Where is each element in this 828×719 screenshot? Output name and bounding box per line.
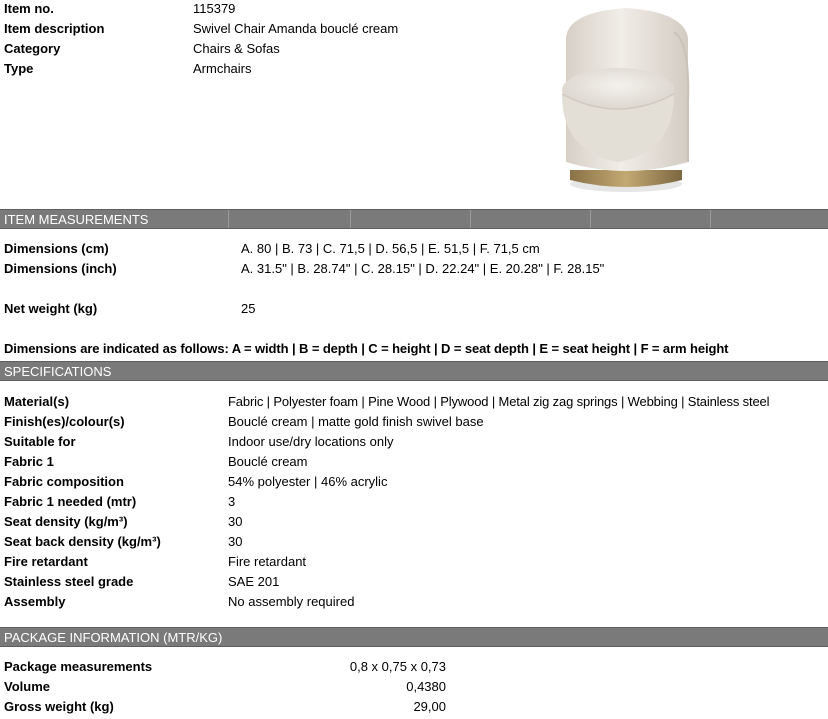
header-value: Chairs & Sofas [193,41,280,56]
row-value: 30 [228,534,243,549]
table-row [0,492,828,512]
section-title: PACKAGE INFORMATION (MTR/KG) [4,630,223,645]
header-value: Swivel Chair Amanda bouclé cream [193,21,399,36]
row-label: Stainless steel grade [4,574,134,589]
table-row [0,512,828,532]
row-value: Fire retardant [228,554,307,569]
row-label: Dimensions (inch) [4,261,117,276]
section-title: SPECIFICATIONS [4,364,112,379]
row-value: Fabric | Polyester foam | Pine Wood | Plywood | Metal zig zag springs | Webbing | Stainless steel [228,394,770,409]
header-row-item-no [0,0,540,19]
table-row [0,472,828,492]
table-row [0,552,828,572]
header-label: Category [4,41,61,56]
table-row [0,432,828,452]
row-label: Fabric 1 needed (mtr) [4,494,137,509]
row-label: Package measurements [4,659,153,674]
header-value: Armchairs [193,61,252,76]
row-label: Volume [4,679,50,694]
section-bar-specifications [0,361,828,381]
row-label: Dimensions (cm) [4,241,109,256]
header-label: Type [4,61,34,76]
row-value: A. 80 | B. 73 | C. 71,5 | D. 56,5 | E. 51,5 | F. 71,5 cm [241,241,540,256]
row-value: Indoor use/dry locations only [228,434,394,449]
row-label: Suitable for [4,434,76,449]
row-value: A. 31.5" | B. 28.74" | C. 28.15" | D. 22.24" | E. 20.28" | F. 28.15" [241,261,605,276]
section-title: ITEM MEASUREMENTS [4,212,149,227]
cell-divider [228,210,229,228]
table-row [0,697,828,717]
table-row [0,532,828,552]
row-label: Net weight (kg) [4,301,98,316]
row-value: 3 [228,494,236,509]
row-value: 29,00 [413,699,446,714]
section-bar-measurements [0,209,828,229]
row-value: Bouclé cream | matte gold finish swivel base [228,414,484,429]
row-value: No assembly required [228,594,355,609]
table-row [0,239,828,259]
row-value: 54% polyester | 46% acrylic [228,474,388,489]
row-value: Bouclé cream [228,454,308,469]
table-row [0,572,828,592]
cell-divider [350,210,351,228]
dimension-note-text: Dimensions are indicated as follows: A = width | B = depth | C = height | D = seat depth | E = seat height | F = arm height [4,341,729,356]
header-row-type [0,59,540,79]
row-value: SAE 201 [228,574,280,589]
row-label: Finish(es)/colour(s) [4,414,125,429]
table-row [0,657,828,677]
row-value: 0,4380 [406,679,446,694]
table-row [0,677,828,697]
row-label: Seat density (kg/m³) [4,514,128,529]
cell-divider [470,210,471,228]
row-value: 30 [228,514,243,529]
row-label: Material(s) [4,394,70,409]
product-image [548,2,718,198]
header-label: Item description [4,21,105,36]
row-label: Fabric composition [4,474,124,489]
header-label: Item no. [4,1,54,16]
row-label: Fire retardant [4,554,88,569]
cell-divider [590,210,591,228]
row-label: Seat back density (kg/m³) [4,534,161,549]
row-label: Assembly [4,594,66,609]
table-row [0,452,828,472]
table-row [0,592,828,612]
header-value: 115379 [193,1,236,16]
dimension-note [0,339,828,359]
table-row [0,412,828,432]
header-row-description [0,19,540,39]
table-row [0,299,828,319]
table-row [0,259,828,279]
row-value: 25 [241,301,256,316]
row-label: Fabric 1 [4,454,54,469]
row-value: 0,8 x 0,75 x 0,73 [349,659,446,674]
cell-divider [710,210,711,228]
header-row-category [0,39,540,59]
section-bar-package [0,627,828,647]
row-label: Gross weight (kg) [4,699,114,714]
table-row [0,392,828,412]
